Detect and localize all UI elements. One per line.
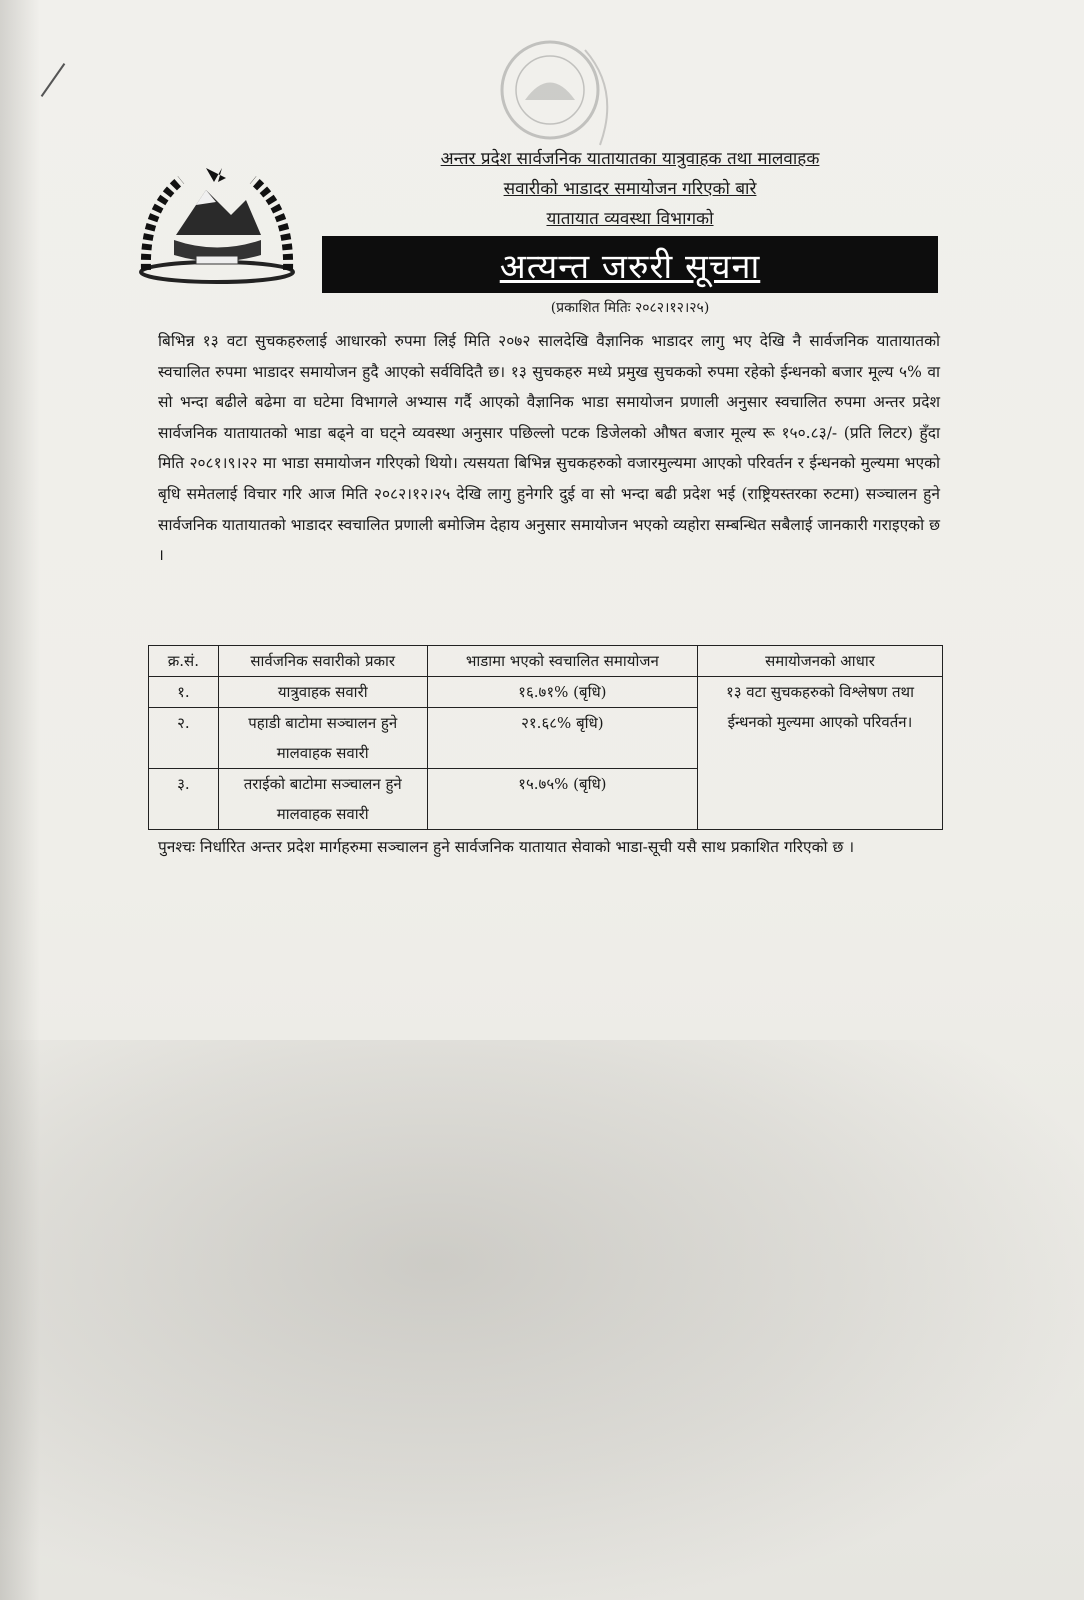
header-basis: समायोजनको आधार <box>697 646 942 677</box>
header-vehicle-type: सार्वजनिक सवारीको प्रकार <box>218 646 427 677</box>
urgent-notice-banner <box>322 236 938 293</box>
notice-header <box>320 144 940 234</box>
header-serial: क्र.सं. <box>149 646 219 677</box>
row-serial: २. <box>149 708 219 769</box>
postscript-note: पुनश्चः निर्धारित अन्तर प्रदेश मार्गहरुमा सञ्चालन हुने सार्वजनिक यातायात सेवाको भाडा-सूची यसै साथ प्रकाशित गरिएको छ । <box>158 838 855 856</box>
header-line-1: अन्तर प्रदेश सार्वजनिक यातायातका यात्रुवाहक तथा मालवाहक <box>440 149 820 169</box>
row-adjustment: १६.७१% (बृधि) <box>427 677 697 708</box>
row-vehicle-type: यात्रुवाहक सवारी <box>218 677 427 708</box>
nepal-government-emblem <box>136 160 298 290</box>
header-adjustment: भाडामा भएको स्वचालित समायोजन <box>427 646 697 677</box>
row-vehicle-type: पहाडी बाटोमा सञ्चालन हुने मालवाहक सवारी <box>218 708 427 769</box>
table-row <box>149 677 943 708</box>
row-serial: १. <box>149 677 219 708</box>
banner-title: अत्यन्त जरुरी सूचना <box>499 246 761 287</box>
office-stamp-seal <box>490 30 640 160</box>
row-serial: ३. <box>149 769 219 830</box>
row-adjustment: १५.७५% (बृधि) <box>427 769 697 830</box>
fare-adjustment-table <box>148 645 943 830</box>
row-vehicle-type: तराईको बाटोमा सञ्चालन हुने मालवाहक सवारी <box>218 769 427 830</box>
publication-date: (प्रकाशित मितिः २०८२।१२।२५) <box>550 300 710 316</box>
header-line-2: सवारीको भाडादर समायोजन गरिएको बारे <box>503 179 757 199</box>
notice-body <box>158 326 940 571</box>
table-header-row <box>149 646 943 677</box>
body-paragraph: बिभिन्न १३ वटा सुचकहरुलाई आधारको रुपमा लिई मिति २०७२ सालदेखि वैज्ञानिक भाडादर लागु भए देखि नै सार्वजनिक यातायातको स्वचालित रुपमा भाडादर समायोजन हुदै आएको सर्वविदितै छ। १३ सुचकहरु मध्ये प्रमुख सुचकको रुपमा रहेको ईन्धनको बजार मूल्य ५% वा सो भन्दा बढीले बढेमा वा घटेमा विभागले अभ्यास गर्दै आएको वैज्ञानिक भाडा समायोजन प्रणाली अनुसार स्वचालित रुपमा अन्तर प्रदेश सार्वजनिक यातायातको भाडा बढ्ने वा घट्ने व्यवस्था अनुसार पछिल्लो पटक डिजेलको औषत बजार मूल्य रू १५०.८३/- (प्रति लिटर) हुँदा मिति २०८१।९।२२ मा भाडा समायोजन गरिएको थियो। त्यसयता बिभिन्न सुचकहरुको वजारमुल्यमा आएको परिवर्तन र ईन्धनको मुल्यमा भएको बृधि समेतलाई विचार गरि आज मिति २०८२।१२।२५ देखि लागु हुनेगरि दुई वा सो भन्दा बढी प्रदेश भई (राष्ट्रियस्तरका रुटमा) सञ्चालन हुने सार्वजनिक यातायातको भाडादर स्वचालित प्रणाली बमोजिम देहाय अनुसार समायोजन भएको व्यहोरा सम्बन्धित सबैलाई जानकारी गराइएको छ । <box>158 332 940 565</box>
row-adjustment: २१.६८% बृधि) <box>427 708 697 769</box>
photo-shadow <box>0 1040 1084 1600</box>
header-line-3: यातायात व्यवस्था विभागको <box>546 209 714 229</box>
pen-mark <box>41 63 66 97</box>
adjustment-basis: १३ वटा सुचकहरुको विश्लेषण तथा ईन्धनको मुल्यमा आएको परिवर्तन। <box>697 677 942 830</box>
